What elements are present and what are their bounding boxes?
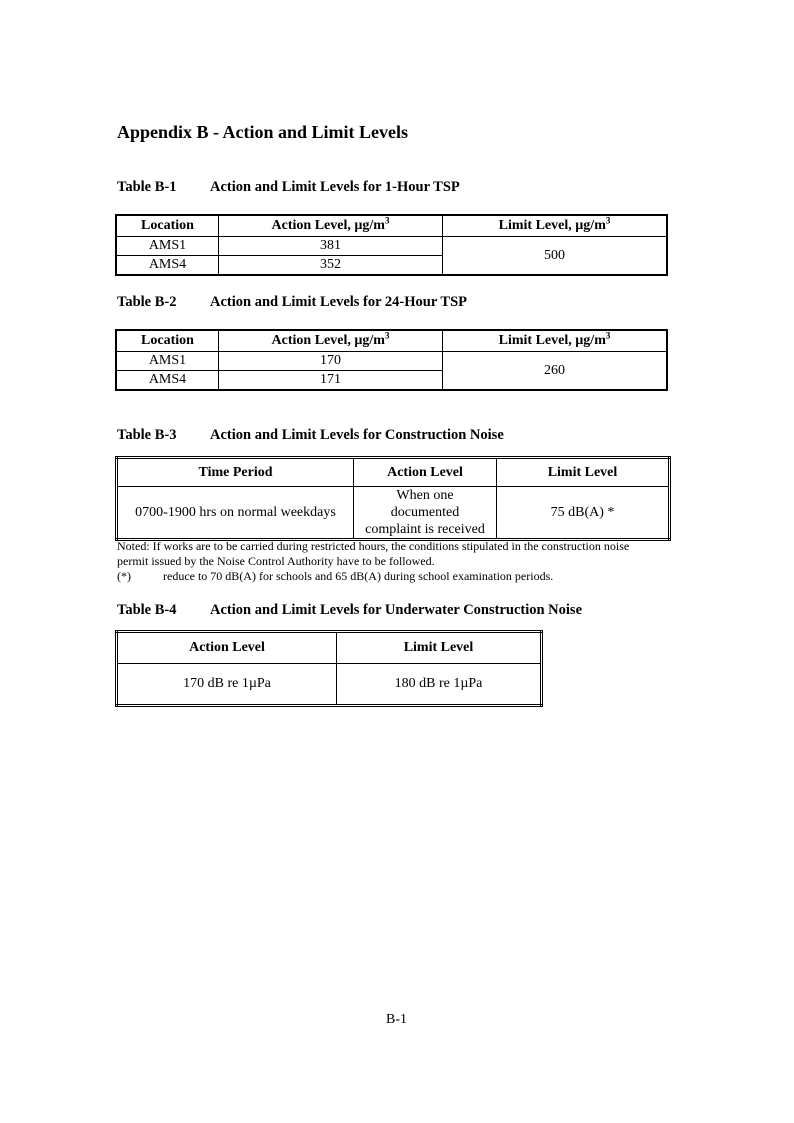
table-b3-caption	[117, 427, 504, 444]
footnote	[117, 569, 629, 584]
header-location: Location	[116, 330, 219, 352]
unit-superscript: 3	[605, 330, 611, 341]
cell-action-level: 352	[219, 256, 443, 276]
table-b1-number: Table B-1	[117, 179, 177, 195]
header-location: Location	[116, 215, 219, 237]
header-action-text: Action Level, µg/m	[271, 333, 385, 348]
table-header-row	[117, 632, 542, 664]
header-limit-level	[443, 330, 668, 352]
header-limit-text: Limit Level, µg/m	[498, 218, 606, 233]
cell-limit-level: 75 dB(A) *	[550, 504, 615, 520]
cell-location: AMS1	[116, 237, 219, 256]
table-row	[116, 237, 667, 256]
unit-superscript: 3	[605, 215, 611, 226]
table-b3-title: Action and Limit Levels for Construction Noise	[210, 427, 504, 443]
table-header-row	[117, 458, 670, 487]
cell-limit-level: 180 dB re 1µPa	[394, 676, 483, 691]
table-b1-caption	[117, 179, 460, 196]
header-limit-text: Limit Level, µg/m	[498, 333, 606, 348]
action-level-line: documented	[390, 505, 460, 520]
table-b2-number: Table B-2	[117, 294, 177, 310]
footnote-text: reduce to 70 dB(A) for schools and 65 dB(A) during school examination periods.	[163, 569, 554, 583]
cell-time-period: 0700-1900 hrs on normal weekdays	[117, 487, 354, 540]
table-header-row	[116, 215, 667, 237]
action-level-line: When one	[396, 488, 454, 503]
table-b2-caption	[117, 294, 467, 311]
table-b1	[115, 214, 668, 276]
table-b1-title: Action and Limit Levels for 1-Hour TSP	[210, 179, 460, 195]
table-row	[117, 487, 670, 540]
noise-note	[117, 539, 629, 584]
header-limit-level	[443, 215, 668, 237]
header-action-level	[219, 215, 443, 237]
table-b4-caption	[117, 602, 582, 619]
table-b4	[115, 630, 543, 707]
cell-action-level: 170	[219, 352, 443, 371]
header-action-level: Action Level	[117, 632, 337, 664]
cell-action-level: 170 dB re 1µPa	[117, 664, 337, 706]
cell-location: AMS1	[116, 352, 219, 371]
header-limit-level: Limit Level	[497, 458, 670, 487]
header-time-period: Time Period	[117, 458, 354, 487]
table-row	[116, 352, 667, 371]
note-line: Noted: If works are to be carried during restricted hours, the conditions stipulated in the construction noise	[117, 539, 630, 553]
appendix-title: Appendix B - Action and Limit Levels	[117, 122, 409, 142]
cell-limit-level: 260	[544, 362, 565, 378]
header-action-level: Action Level	[354, 458, 497, 487]
cell-limit-level: 500	[544, 247, 565, 263]
footnote-marker: (*)	[117, 569, 131, 583]
cell-location: AMS4	[116, 256, 219, 276]
table-b3-number: Table B-3	[117, 427, 177, 443]
table-b2-title: Action and Limit Levels for 24-Hour TSP	[210, 294, 467, 310]
unit-superscript: 3	[384, 215, 390, 226]
table-b2	[115, 329, 668, 391]
table-b4-title: Action and Limit Levels for Underwater Construction Noise	[210, 602, 583, 618]
cell-location: AMS4	[116, 371, 219, 391]
unit-superscript: 3	[384, 330, 390, 341]
table-b4-number: Table B-4	[117, 602, 177, 618]
cell-action-level: 381	[219, 237, 443, 256]
header-limit-level: Limit Level	[337, 632, 542, 664]
table-b3	[115, 456, 671, 541]
action-level-line: complaint is received	[365, 522, 485, 537]
page-number: B-1	[386, 1012, 407, 1027]
header-action-level	[219, 330, 443, 352]
note-line: permit issued by the Noise Control Authority have to be followed.	[117, 554, 435, 568]
cell-action-level: 171	[219, 371, 443, 391]
table-row	[117, 664, 542, 706]
header-action-text: Action Level, µg/m	[271, 218, 385, 233]
cell-action-level	[354, 487, 497, 540]
table-header-row	[116, 330, 667, 352]
